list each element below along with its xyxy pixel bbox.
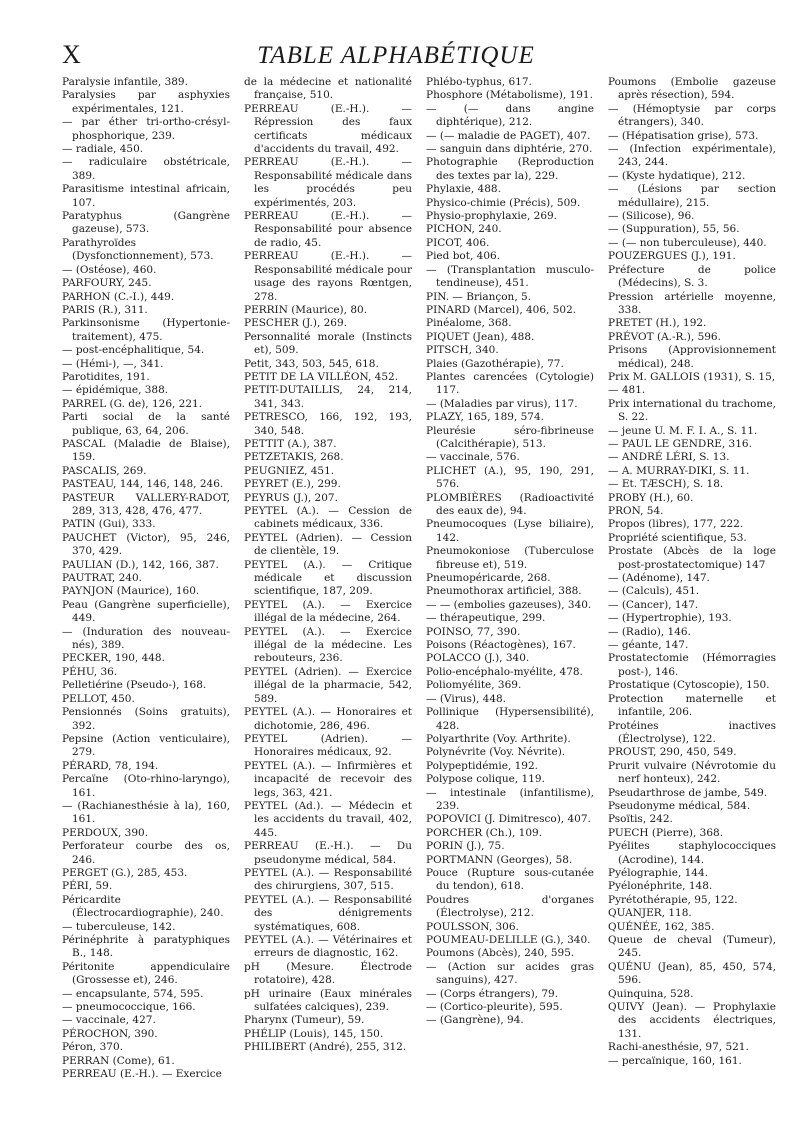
index-entry: — (Maladies par virus), 117. (426, 397, 578, 410)
index-entry: QUÉNU (Jean), 85, 450, 574, 596. (608, 960, 776, 987)
index-entry: Périnéphrite à paratyphiques B., 148. (62, 934, 230, 960)
index-entry: — sanguin dans diphtérie, 270. (426, 143, 593, 156)
index-entry: PESCHER (J.), 269. (244, 317, 348, 330)
index-entry: PHÉLIP (Louis), 145, 150. (244, 1027, 384, 1040)
index-entry: Pneumocoques (Lyse biliaire), 142. (426, 518, 594, 544)
index-entry: QUÉNÉE, 162, 385. (608, 920, 715, 933)
index-entry: PORTMANN (Georges), 58. (426, 853, 573, 866)
index-entry: Pyélographie, 144. (608, 866, 709, 879)
index-entry: Poumons (Embolie gazeuse après résection), 594. (608, 76, 776, 102)
index-entry: Physico-chimie (Précis), 509. (426, 196, 581, 209)
index-entry: PEYRUS (J.), 207. (244, 491, 338, 504)
index-entry: — (Radio), 146. (608, 625, 691, 638)
index-entry: — (Calculs), 451. (608, 585, 700, 598)
index-entry: PEYTEL (Ad.). — Médecin et les accidents du travail, 402, 445. (244, 799, 412, 839)
index-entry: Personnalité morale (Instincts et), 509. (244, 330, 412, 357)
index-entry: — (Transplantation musculo-tendineuse), 451. (426, 263, 594, 290)
index-entry: pH urinaire (Eaux minérales sulfatées calciques), 239. (244, 987, 412, 1014)
index-entry: — (Adénome), 147. (608, 572, 710, 585)
index-entry: Polypeptidémie, 192. (426, 759, 539, 772)
index-entry: PLAZY, 165, 189, 574. (426, 411, 544, 424)
index-entry: — (Virus), 448. (426, 692, 507, 705)
index-column-2 (244, 76, 412, 1136)
index-entry: Prostate (Abcès de la loge post-prostatectomique) 147 (608, 545, 776, 571)
index-entry: Prostatectomie (Hémorragies post-), 146. (608, 652, 776, 678)
index-entry: — 481. (608, 384, 646, 397)
index-entry: — (Corps étrangers), 79. (426, 987, 559, 1000)
index-entry: PEYTEL (Adrien). — Honoraires médicaux, 92. (244, 732, 412, 759)
index-entry: PARIS (R.), 311. (62, 303, 148, 316)
index-entry: — Et. TÆSCH), S. 18. (608, 478, 724, 491)
index-entry: — (Silicose), 96. (608, 210, 695, 223)
index-entry: PERREAU (E.-H.). — Répression des faux certificats médicaux d'accidents du travail, 492. (244, 102, 412, 156)
index-entry: PEYTEL (A.). — Critique médicale et discussion scientifique, 187, 209. (244, 558, 412, 598)
index-entry: — ANDRÉ LÉRI, S. 13. (608, 451, 730, 464)
index-entry: PELLOT, 450. (62, 692, 135, 705)
index-entry: PETZETAKIS, 268. (244, 451, 344, 464)
index-entry: — vaccinale, 576. (426, 451, 520, 464)
index-entry: Péritonite appendiculaire (Grossesse et), 246. (62, 960, 230, 987)
index-entry: Parti social de la santé publique, 63, 64, 206. (62, 411, 230, 437)
index-entry: PEYTEL (Adrien). — Cession de clientèle, 19. (244, 531, 412, 558)
index-entry: Poumons (Abcès), 240, 595. (426, 947, 575, 960)
index-entry: PRÉVOT (A.-R.), 596. (608, 330, 721, 343)
index-entry: QUANJER, 118. (608, 907, 692, 920)
index-entry: PLOMBIÈRES (Radioactivité des eaux de), 94. (426, 491, 594, 517)
index-entry: PIN. — Briançon, 5. (426, 290, 532, 303)
index-entry: Phlébo-typhus, 617. (426, 76, 532, 88)
index-entry: — tuberculeuse, 142. (62, 920, 176, 933)
index-entry: — (Lésions par section médullaire), 215. (608, 183, 776, 209)
index-entry: PHILIBERT (André), 255, 312. (244, 1041, 407, 1054)
index-entry: PASCAL (Maladie de Blaise), 159. (62, 437, 230, 464)
index-entry: PERGET (G.), 285, 453. (62, 866, 188, 879)
index-entry: Paratyphus (Gangrène gazeuse), 573. (62, 210, 230, 236)
index-entry: Phylaxie, 488. (426, 183, 501, 196)
index-entry: PITSCH, 340. (426, 344, 499, 357)
index-entry: PICOT, 406. (426, 236, 490, 249)
index-entry: Photographie (Reproduction des textes par la), 229. (426, 156, 594, 182)
index-entry: — (Kyste hydatique), 212. (608, 169, 746, 182)
page-header (62, 38, 760, 72)
index-entry: PARHON (C.-I.), 449. (62, 290, 175, 303)
index-entry: PAULIAN (D.), 142, 166, 387. (62, 558, 219, 571)
index-entry: PERRAN (Come), 61. (62, 1054, 175, 1067)
index-entry: PEYRET (E.), 299. (244, 478, 341, 491)
index-entry: — (Hémi-), —, 341. (62, 357, 164, 370)
index-entry: PÉROCHON, 390. (62, 1027, 158, 1040)
index-entry: Petit, 343, 503, 545, 618. (244, 357, 379, 370)
index-entry: PARREL (G. de), 126, 221. (62, 397, 203, 410)
index-entry: Parotidites, 191. (62, 370, 150, 383)
index-entry: Pseudarthrose de jambe, 549. (608, 786, 768, 799)
index-entry: PORCHER (Ch.), 109. (426, 826, 543, 839)
index-entry: PERREAU (E.-H.). — Du pseudonyme médical, 584. (244, 840, 412, 866)
index-entry: PERRIN (Maurice), 80. (244, 303, 368, 316)
index-entry: Pyrétothérapie, 95, 122. (608, 893, 738, 906)
index-entry: POLACCO (J.), 340. (426, 652, 530, 665)
index-column-4 (608, 76, 776, 1136)
index-entry: Polynévrite (Voy. Névrite). (426, 746, 566, 759)
index-entry: Polio-encéphalo-myélite, 478. (426, 665, 583, 678)
index-entry: — (Hépatisation grise), 573. (608, 129, 759, 142)
index-entry: PÉHU, 36. (62, 665, 118, 678)
index-entry: Paralysie infantile, 389. (62, 76, 188, 88)
index-entry: POINSO, 77, 390. (426, 625, 521, 638)
index-entry: PÉRI, 59. (62, 880, 113, 893)
index-entry: Prisons (Approvisionnement médical), 248. (608, 344, 776, 370)
index-entry: — (Cancer), 147. (608, 598, 699, 611)
index-entry: — (Induration des nouveau-nés), 389. (62, 625, 230, 652)
index-entry: PETIT DE LA VILLÉON, 452. (244, 370, 399, 383)
index-entry: POPOVICI (J. Dimitresco), 407. (426, 813, 591, 826)
index-entry: Prix international du trachome, S. 22. (608, 397, 776, 424)
index-entry: PROUST, 290, 450, 549. (608, 746, 737, 759)
page-title: TABLE ALPHABÉTIQUE (257, 42, 535, 69)
index-entry: PERDOUX, 390. (62, 826, 149, 839)
index-entry: Péron, 370. (62, 1041, 123, 1054)
index-entry: Poliomyélite, 369. (426, 679, 522, 692)
index-entry: POUZERGUES (J.), 191. (608, 250, 736, 263)
index-entry: PEYTEL (A.). — Honoraires et dichotomie, 286, 496. (244, 706, 412, 732)
index-entry: Pleurésie séro-fibrineuse (Calcithérapie), 513. (426, 424, 594, 450)
index-entry: — (— non tuberculeuse), 440. (608, 236, 767, 249)
index-entry: Pollinique (Hypersensibilité), 428. (426, 706, 594, 732)
index-entry: — A. MURRAY-DIKI, S. 11. (608, 464, 750, 477)
index-entry: — pneumococcique, 166. (62, 1001, 196, 1014)
index-entry: PAYNJON (Maurice), 160. (62, 585, 200, 598)
index-entry: Prix M. GALLOIS (1931), S. 15, (608, 370, 776, 383)
index-entry: Protéines inactives (Électrolyse), 122. (608, 719, 776, 745)
index-entry: Polyarthrite (Voy. Arthrite). (426, 732, 571, 745)
index-entry: PINARD (Marcel), 406, 502. (426, 303, 577, 316)
index-entry: Pneumothorax artificiel, 388. (426, 585, 582, 598)
index-entry: Perforateur courbe des os, 246. (62, 840, 230, 866)
index-entry: PRETET (H.), 192. (608, 317, 707, 330)
index-entry: PICHON, 240. (426, 223, 502, 236)
index-entry: PEYTEL (A.). — Responsabilité des chirurgiens, 307, 515. (244, 866, 412, 893)
index-entry: Pinéalome, 368. (426, 317, 512, 330)
index-entry: PEYTEL (A.). — Exercice illégal de la médecine. Les rebouteurs, 236. (244, 625, 412, 665)
index-entry: PASTEUR VALLERY-RADOT, 289, 313, 428, 476, 477. (62, 491, 230, 517)
index-entry: PRON, 54. (608, 505, 664, 517)
index-entry: Poisons (Réactogènes), 167. (426, 639, 576, 652)
index-entry: PATIN (Gui), 333. (62, 518, 156, 531)
index-entry: PROBY (H.), 60. (608, 491, 694, 504)
index-entry: — (Cortico-pleurite), 595. (426, 1001, 563, 1014)
index-entry: — percaïnique, 160, 161. (608, 1054, 742, 1067)
index-entry: — thérapeutique, 299. (426, 612, 546, 625)
index-entry: PASCALIS, 269. (62, 464, 147, 477)
index-entry: Propriété scientifique, 53. (608, 531, 747, 544)
index-entry: PEYTEL (A.). — Infirmières et incapacité de recevoir des legs, 363, 421. (244, 759, 412, 799)
index-entry: — radiale, 450. (62, 143, 144, 156)
index-entry: PIQUET (Jean), 488. (426, 330, 535, 343)
index-entry: Parasitisme intestinal africain, 107. (62, 183, 230, 209)
index-entry: Parkinsonisme (Hypertonie-traitement), 475. (62, 317, 230, 343)
index-entry: Psoïtis, 242. (608, 813, 673, 826)
index-column-1 (62, 76, 230, 1136)
index-entry: PETIT-DUTAILLIS, 24, 214, 341, 343. (244, 384, 412, 410)
index-entry: Pseudonyme médical, 584. (608, 799, 751, 812)
index-entry: Polypose colique, 119. (426, 773, 545, 786)
index-entry: Rachi-anesthésie, 97, 521. (608, 1041, 749, 1054)
index-entry: — (Gangrène), 94. (426, 1014, 524, 1027)
index-entry: — (Ostéose), 460. (62, 263, 157, 276)
index-entry: PEYTEL (A.). — Vétérinaires et erreurs de diagnostic, 162. (244, 934, 412, 960)
index-entry: PAUTRAT, 240. (62, 572, 142, 585)
index-entry: Parathyroïdes (Dysfonctionnement), 573. (62, 236, 214, 263)
index-entry: PETRESCO, 166, 192, 193, 340, 548. (244, 411, 412, 437)
index-entry: Pied bot, 406. (426, 250, 501, 263)
index-columns (62, 76, 776, 1136)
index-column-3 (426, 76, 594, 1136)
index-entry: PASTEAU, 144, 146, 148, 246. (62, 478, 224, 491)
index-entry: PEYTEL (A.). — Cession de cabinets médicaux, 336. (244, 505, 412, 531)
index-entry: Pharynx (Tumeur), 59. (244, 1014, 365, 1027)
index-entry: — épidémique, 388. (62, 384, 169, 397)
index-entry: — — (embolies gazeuses), 340. (426, 598, 592, 611)
index-entry: Peau (Gangrène superficielle), 449. (62, 598, 230, 625)
index-entry: PERREAU (E.-H.). — Responsabilité médicale pour usage des rayons Rœntgen, 278. (244, 250, 412, 303)
index-entry: Physio-prophylaxie, 269. (426, 210, 558, 223)
index-entry: — (Hypertrophie), 193. (608, 612, 732, 625)
index-entry: PEYTEL (A.). — Exercice illégal de la médecine, 264. (244, 598, 412, 625)
index-entry: PERREAU (E.-H.). — Responsabilité pour absence de radio, 45. (244, 210, 412, 249)
index-entry: PERREAU (E.-H.). — Responsabilité médicale dans les procédés peu expérimentés, 203. (244, 156, 412, 209)
index-entry: — post-encéphalitique, 54. (62, 344, 205, 357)
index-entry: — (Suppuration), 55, 56. (608, 223, 740, 236)
index-entry: Phosphore (Métabolisme), 191. (426, 89, 593, 102)
index-entry: PORIN (J.), 75. (426, 840, 505, 853)
index-entry: Pouce (Rupture sous-cutanée du tendon), 618. (426, 866, 594, 893)
index-entry: pH (Mesure. Électrode rotatoire), 428. (244, 960, 412, 987)
index-entry: PEUGNIEZ, 451. (244, 464, 335, 477)
index-entry: Pyélonéphrite, 148. (608, 880, 713, 893)
index-entry: — (— maladie de PAGET), 407. (426, 129, 591, 142)
page-number: X (62, 40, 82, 69)
index-entry: — (— dans angine diphtérique), 212. (426, 102, 594, 129)
index-entry: Pelletiérine (Pseudo-), 168. (62, 679, 207, 692)
index-entry: — PAUL LE GENDRE, 316. (608, 437, 752, 450)
index-entry: Percaïne (Oto-rhino-laryngo), 161. (62, 773, 230, 799)
index-entry: — par éther tri-ortho-crésyl-phosphorique, 239. (62, 116, 230, 142)
index-entry: Protection maternelle et infantile, 206. (608, 692, 776, 719)
index-entry: de la médecine et nationalité française, 510. (244, 76, 412, 102)
index-entry: Plantes carencées (Cytologie) 117. (426, 370, 594, 397)
index-entry: Pneumopéricarde, 268. (426, 572, 551, 585)
index-entry: Plaies (Gazothérapie), 77. (426, 357, 564, 370)
index-entry: PAUCHET (Victor), 95, 246, 370, 429. (62, 531, 230, 558)
index-entry: — radiculaire obstétricale, 389. (62, 156, 230, 182)
index-entry: — (Hémoptysie par corps étrangers), 340. (608, 102, 776, 129)
index-entry: Pepsine (Action venticulaire), 279. (62, 732, 230, 759)
index-entry: — géante, 147. (608, 639, 689, 652)
index-entry: Quinquina, 528. (608, 987, 694, 1000)
index-entry: Pression artérielle moyenne, 338. (608, 290, 776, 316)
index-entry: POULSSON, 306. (426, 920, 519, 933)
index-entry: — jeune U. M. F. I. A., S. 11. (608, 424, 758, 437)
index-entry: POUMEAU-DELILLE (G.), 340. (426, 934, 591, 946)
index-entry: — (Infection expérimentale), 243, 244. (608, 143, 776, 169)
index-entry: PARFOURY, 245. (62, 277, 152, 290)
index-entry: QUIVY (Jean). — Prophylaxie des accidents électriques, 131. (608, 1001, 776, 1040)
index-entry: — vaccinale, 427. (62, 1014, 156, 1027)
index-entry: Poudres d'organes (Électrolyse), 212. (426, 893, 594, 920)
index-entry: Pyélites staphylococciques (Acrodine), 144. (608, 840, 776, 866)
index-entry: Prurit vulvaire (Névrotomie du nerf honteux), 242. (608, 759, 776, 786)
index-entry: — encapsulante, 574, 595. (62, 987, 204, 1000)
index-entry: Paralysies par asphyxies expérimentales, 121. (62, 89, 230, 115)
index-entry: Prostatique (Cytoscopie), 150. (608, 679, 770, 692)
index-entry: — intestinale (infantilisme), 239. (426, 786, 594, 812)
index-entry: Pneumokoniose (Tuberculose fibreuse et), 519. (426, 545, 594, 571)
index-entry: Queue de cheval (Tumeur), 245. (608, 934, 776, 960)
index-entry: — (Rachianesthésie à la), 160, 161. (62, 799, 230, 826)
index-entry: PETTIT (A.), 387. (244, 437, 337, 450)
index-entry: Pensionnés (Soins gratuits), 392. (62, 706, 230, 732)
index-entry: Propos (libres), 177, 222. (608, 518, 744, 531)
index-entry: PEYTEL (A.). — Responsabilité des dénigrements systématiques, 608. (244, 893, 412, 933)
index-entry: — (Action sur acides gras sanguins), 427. (426, 960, 594, 987)
index-entry: Péricardite (Électrocardiographie), 240. (62, 893, 224, 920)
index-entry: PECKER, 190, 448. (62, 652, 165, 665)
index-entry: PEYTEL (Adrien). — Exercice illégal de la pharmacie, 542, 589. (244, 665, 412, 705)
index-entry: PLICHET (A.), 95, 190, 291, 576. (426, 464, 594, 491)
index-entry: PERREAU (E.-H.). — Exercice (62, 1068, 222, 1081)
index-entry: Préfecture de police (Médecins), S. 3. (608, 263, 776, 290)
index-entry: PÉRARD, 78, 194. (62, 759, 159, 772)
index-entry: PUECH (Pierre), 368. (608, 826, 724, 839)
